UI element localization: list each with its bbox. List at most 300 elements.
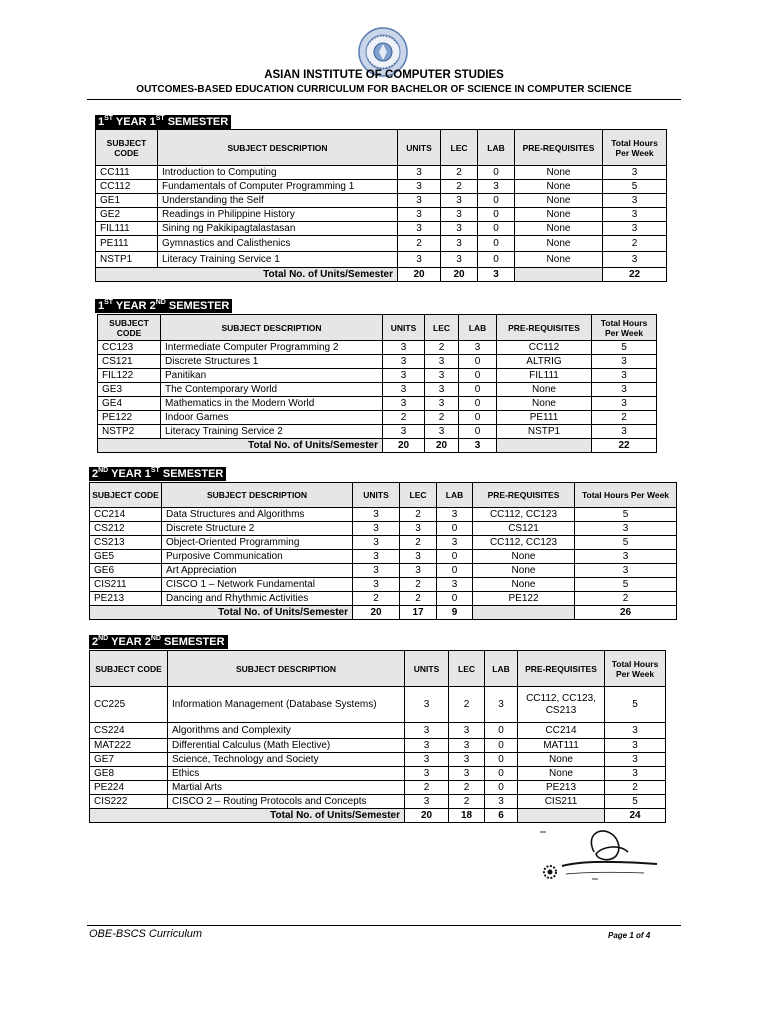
cell-hours: 2 [575, 592, 677, 606]
column-header-lec: LEC [425, 315, 459, 341]
total-hours: 22 [603, 268, 667, 282]
year-ordinal: ST [104, 299, 114, 306]
cell-prereq: None [515, 180, 603, 194]
footer-document-title: OBE-BSCS Curriculum [89, 928, 203, 940]
cell-units: 3 [353, 550, 400, 564]
cell-code: GE3 [98, 383, 161, 397]
cell-units: 3 [405, 739, 449, 753]
cell-lec: 3 [425, 383, 459, 397]
cell-lab: 0 [478, 194, 515, 208]
total-prereq-empty [518, 809, 605, 823]
cell-code: PE122 [98, 411, 161, 425]
table-row [90, 536, 677, 550]
cell-lab: 0 [459, 397, 497, 411]
total-lab: 9 [437, 606, 473, 620]
cell-prereq: CC112 [497, 341, 592, 355]
cell-lec: 3 [400, 522, 437, 536]
semester-title [89, 467, 226, 481]
cell-code: CIS222 [90, 795, 168, 809]
cell-code: GE6 [90, 564, 162, 578]
cell-code: GE4 [98, 397, 161, 411]
cell-lec: 2 [400, 508, 437, 522]
cell-code: GE7 [90, 753, 168, 767]
table-row [90, 739, 666, 753]
cell-lab: 3 [437, 536, 473, 550]
column-header-units: UNITS [405, 651, 449, 687]
cell-hours: 5 [605, 687, 666, 723]
table-row [96, 166, 667, 180]
cell-desc: Intermediate Computer Programming 2 [161, 341, 383, 355]
semester-ordinal: ND [155, 299, 166, 306]
cell-hours: 5 [603, 180, 667, 194]
cell-hours: 5 [605, 795, 666, 809]
cell-hours: 3 [603, 252, 667, 268]
cell-units: 3 [405, 753, 449, 767]
cell-prereq: PE122 [473, 592, 575, 606]
total-label: Total No. of Units/Semester [96, 268, 398, 282]
cell-prereq: None [515, 208, 603, 222]
cell-hours: 3 [605, 739, 666, 753]
cell-units: 3 [383, 355, 425, 369]
table-row [96, 180, 667, 194]
cell-lec: 3 [441, 252, 478, 268]
cell-lec: 3 [449, 767, 485, 781]
table-row [90, 723, 666, 739]
cell-lab: 3 [485, 687, 518, 723]
cell-code: GE1 [96, 194, 158, 208]
table-row [98, 397, 657, 411]
cell-hours: 3 [592, 383, 657, 397]
column-header-code: SUBJECT CODE [96, 130, 158, 166]
column-header-units: UNITS [353, 483, 400, 508]
cell-code: CC225 [90, 687, 168, 723]
year-ordinal: ND [98, 467, 109, 474]
cell-units: 3 [383, 397, 425, 411]
cell-prereq: CC112, CC123 [473, 536, 575, 550]
total-lec: 17 [400, 606, 437, 620]
cell-desc: Literacy Training Service 1 [158, 252, 398, 268]
cell-hours: 3 [605, 767, 666, 781]
cell-lec: 2 [441, 166, 478, 180]
cell-prereq: MAT111 [518, 739, 605, 753]
table-header-row [98, 315, 657, 341]
cell-code: CS121 [98, 355, 161, 369]
cell-code: PE111 [96, 236, 158, 252]
cell-lab: 0 [459, 369, 497, 383]
cell-prereq: None [515, 194, 603, 208]
cell-desc: CISCO 2 – Routing Protocols and Concepts [168, 795, 405, 809]
cell-units: 3 [398, 166, 441, 180]
column-header-units: UNITS [383, 315, 425, 341]
cell-hours: 3 [592, 369, 657, 383]
cell-lab: 0 [478, 222, 515, 236]
cell-desc: Introduction to Computing [158, 166, 398, 180]
year-word: YEAR [113, 300, 150, 312]
cell-desc: Understanding the Self [158, 194, 398, 208]
cell-code: MAT222 [90, 739, 168, 753]
cell-lab: 0 [485, 781, 518, 795]
cell-prereq: None [473, 564, 575, 578]
cell-lec: 3 [425, 369, 459, 383]
cell-prereq: CC214 [518, 723, 605, 739]
curriculum-table [97, 314, 657, 453]
cell-lab: 0 [485, 739, 518, 753]
cell-code: PE224 [90, 781, 168, 795]
table-row [90, 781, 666, 795]
cell-lec: 3 [441, 222, 478, 236]
cell-desc: Purposive Communication [162, 550, 353, 564]
table-row [90, 795, 666, 809]
cell-lab: 0 [478, 236, 515, 252]
cell-units: 3 [405, 687, 449, 723]
column-header-hours: Total Hours Per Week [603, 130, 667, 166]
table-row [98, 355, 657, 369]
cell-units: 3 [405, 767, 449, 781]
cell-desc: Fundamentals of Computer Programming 1 [158, 180, 398, 194]
table-header-row [90, 651, 666, 687]
cell-lec: 3 [441, 236, 478, 252]
semester-title [95, 115, 231, 129]
column-header-lab: LAB [485, 651, 518, 687]
total-lec: 20 [425, 439, 459, 453]
cell-desc: Object-Oriented Programming [162, 536, 353, 550]
year-word: YEAR [113, 116, 150, 128]
cell-units: 3 [353, 522, 400, 536]
column-header-prereq: PRE-REQUISITES [473, 483, 575, 508]
cell-hours: 3 [575, 550, 677, 564]
cell-hours: 3 [575, 564, 677, 578]
cell-hours: 2 [605, 781, 666, 795]
cell-prereq: CS121 [473, 522, 575, 536]
semester-word: SEMESTER [165, 300, 230, 312]
table-row [90, 753, 666, 767]
semester-word: SEMESTER [159, 468, 224, 480]
cell-prereq: None [515, 222, 603, 236]
cell-desc: The Contemporary World [161, 383, 383, 397]
year-number: 1 [98, 116, 105, 128]
cell-code: NSTP2 [98, 425, 161, 439]
cell-code: CIS211 [90, 578, 162, 592]
column-header-units: UNITS [398, 130, 441, 166]
cell-lec: 2 [400, 578, 437, 592]
cell-units: 3 [353, 508, 400, 522]
column-header-desc: SUBJECT DESCRIPTION [158, 130, 398, 166]
curriculum-table [89, 650, 666, 823]
cell-prereq: ALTRIG [497, 355, 592, 369]
total-label: Total No. of Units/Semester [98, 439, 383, 453]
cell-lab: 0 [437, 550, 473, 564]
cell-desc: Ethics [168, 767, 405, 781]
cell-lec: 3 [425, 425, 459, 439]
column-header-desc: SUBJECT DESCRIPTION [162, 483, 353, 508]
semester-ordinal: ST [150, 467, 160, 474]
column-header-lab: LAB [459, 315, 497, 341]
table-row [96, 236, 667, 252]
cell-desc: Data Structures and Algorithms [162, 508, 353, 522]
cell-lab: 3 [437, 578, 473, 592]
cell-code: FIL122 [98, 369, 161, 383]
cell-hours: 3 [605, 723, 666, 739]
table-row [98, 341, 657, 355]
table-header-row [96, 130, 667, 166]
cell-lab: 0 [459, 383, 497, 397]
cell-code: FIL111 [96, 222, 158, 236]
cell-desc: Martial Arts [168, 781, 405, 795]
semester-number: 2 [149, 300, 156, 312]
total-units: 20 [353, 606, 400, 620]
cell-lab: 0 [437, 522, 473, 536]
cell-hours: 3 [603, 222, 667, 236]
total-lab: 6 [485, 809, 518, 823]
cell-units: 3 [383, 341, 425, 355]
column-header-lec: LEC [441, 130, 478, 166]
cell-lec: 2 [400, 536, 437, 550]
cell-prereq: PE111 [497, 411, 592, 425]
cell-desc: Literacy Training Service 2 [161, 425, 383, 439]
cell-desc: Algorithms and Complexity [168, 723, 405, 739]
cell-hours: 3 [592, 355, 657, 369]
column-header-lab: LAB [437, 483, 473, 508]
column-header-hours: Total Hours Per Week [575, 483, 677, 508]
total-label: Total No. of Units/Semester [90, 809, 405, 823]
semester-number: 1 [149, 116, 156, 128]
cell-desc: Art Appreciation [162, 564, 353, 578]
table-row [96, 222, 667, 236]
cell-lec: 3 [441, 194, 478, 208]
cell-lec: 3 [449, 723, 485, 739]
cell-hours: 5 [575, 536, 677, 550]
cell-desc: Differential Calculus (Math Elective) [168, 739, 405, 753]
cell-desc: CISCO 1 – Network Fundamental [162, 578, 353, 592]
semester-word: SEMESTER [164, 116, 229, 128]
cell-prereq: None [497, 397, 592, 411]
cell-prereq: CC112, CC123, CS213 [518, 687, 605, 723]
cell-lab: 0 [485, 723, 518, 739]
column-header-hours: Total Hours Per Week [605, 651, 666, 687]
cell-lab: 0 [478, 166, 515, 180]
year-ordinal: ND [98, 635, 109, 642]
column-header-lec: LEC [400, 483, 437, 508]
total-lab: 3 [478, 268, 515, 282]
table-row [90, 592, 677, 606]
total-hours: 26 [575, 606, 677, 620]
cell-desc: Indoor Games [161, 411, 383, 425]
cell-code: PE213 [90, 592, 162, 606]
semester-word: SEMESTER [160, 636, 225, 648]
cell-lec: 2 [449, 687, 485, 723]
cell-lec: 2 [449, 781, 485, 795]
cell-lab: 0 [437, 592, 473, 606]
table-row [98, 425, 657, 439]
cell-hours: 5 [575, 578, 677, 592]
column-header-lec: LEC [449, 651, 485, 687]
cell-lab: 0 [437, 564, 473, 578]
cell-hours: 3 [603, 194, 667, 208]
cell-lab: 0 [459, 355, 497, 369]
table-row [98, 383, 657, 397]
cell-lec: 3 [400, 550, 437, 564]
table-row [98, 411, 657, 425]
cell-lec: 3 [449, 739, 485, 753]
table-row [90, 564, 677, 578]
cell-desc: Dancing and Rhythmic Activities [162, 592, 353, 606]
cell-code: GE8 [90, 767, 168, 781]
cell-units: 3 [383, 383, 425, 397]
cell-units: 2 [398, 236, 441, 252]
table-row [90, 767, 666, 781]
total-lec: 18 [449, 809, 485, 823]
cell-prereq: PE213 [518, 781, 605, 795]
year-ordinal: ST [104, 115, 114, 122]
footer-page-number: Page 1 of 4 [608, 931, 651, 940]
cell-lec: 3 [425, 355, 459, 369]
total-units: 20 [405, 809, 449, 823]
institution-name: ASIAN INSTITUTE OF COMPUTER STUDIES [264, 69, 504, 81]
cell-hours: 3 [592, 397, 657, 411]
cell-units: 3 [353, 536, 400, 550]
cell-hours: 3 [605, 753, 666, 767]
cell-prereq: NSTP1 [497, 425, 592, 439]
total-prereq-empty [497, 439, 592, 453]
total-prereq-empty [473, 606, 575, 620]
cell-lec: 3 [400, 564, 437, 578]
cell-units: 3 [405, 795, 449, 809]
total-row [96, 268, 667, 282]
cell-lab: 3 [478, 180, 515, 194]
cell-hours: 3 [592, 425, 657, 439]
curriculum-title: OUTCOMES-BASED EDUCATION CURRICULUM FOR BACHELOR OF SCIENCE IN COMPUTER SCIENCE [136, 84, 632, 95]
total-prereq-empty [515, 268, 603, 282]
table-row [90, 578, 677, 592]
cell-units: 3 [405, 723, 449, 739]
cell-units: 3 [398, 180, 441, 194]
cell-lab: 0 [459, 425, 497, 439]
cell-lec: 3 [425, 397, 459, 411]
cell-lab: 0 [478, 208, 515, 222]
total-lec: 20 [441, 268, 478, 282]
cell-prereq: None [473, 578, 575, 592]
column-header-prereq: PRE-REQUISITES [515, 130, 603, 166]
cell-prereq: None [473, 550, 575, 564]
cell-lec: 3 [441, 208, 478, 222]
cell-units: 3 [383, 425, 425, 439]
table-row [96, 252, 667, 268]
table-row [90, 550, 677, 564]
total-row [98, 439, 657, 453]
cell-code: CC123 [98, 341, 161, 355]
cell-hours: 5 [592, 341, 657, 355]
cell-hours: 2 [592, 411, 657, 425]
cell-code: CC112 [96, 180, 158, 194]
cell-lec: 2 [441, 180, 478, 194]
column-header-prereq: PRE-REQUISITES [497, 315, 592, 341]
cell-lec: 2 [400, 592, 437, 606]
cell-hours: 2 [603, 236, 667, 252]
cell-lab: 0 [459, 411, 497, 425]
semester-number: 1 [144, 468, 151, 480]
cell-desc: Information Management (Database Systems) [168, 687, 405, 723]
footer-divider [87, 925, 681, 926]
semester-ordinal: ND [150, 635, 161, 642]
year-number: 2 [92, 468, 99, 480]
year-word: YEAR [108, 468, 145, 480]
cell-prereq: None [518, 767, 605, 781]
cell-desc: Discrete Structure 2 [162, 522, 353, 536]
cell-units: 3 [398, 194, 441, 208]
cell-code: CC111 [96, 166, 158, 180]
cell-lec: 2 [425, 411, 459, 425]
cell-code: CC214 [90, 508, 162, 522]
semester-ordinal: ST [155, 115, 165, 122]
cell-desc: Sining ng Pakikipagtalastasan [158, 222, 398, 236]
cell-desc: Panitikan [161, 369, 383, 383]
column-header-lab: LAB [478, 130, 515, 166]
cell-lab: 3 [437, 508, 473, 522]
table-row [96, 194, 667, 208]
column-header-code: SUBJECT CODE [98, 315, 161, 341]
table-header-row [90, 483, 677, 508]
total-units: 20 [398, 268, 441, 282]
table-row [98, 369, 657, 383]
cell-units: 3 [383, 369, 425, 383]
column-header-code: SUBJECT CODE [90, 483, 162, 508]
total-row [90, 606, 677, 620]
cell-lab: 0 [485, 767, 518, 781]
cell-code: CS212 [90, 522, 162, 536]
cell-code: NSTP1 [96, 252, 158, 268]
cell-code: CS224 [90, 723, 168, 739]
cell-desc: Mathematics in the Modern World [161, 397, 383, 411]
total-label: Total No. of Units/Semester [90, 606, 353, 620]
year-number: 1 [98, 300, 105, 312]
header-divider [87, 99, 681, 100]
cell-units: 2 [405, 781, 449, 795]
cell-code: CS213 [90, 536, 162, 550]
cell-prereq: None [515, 166, 603, 180]
cell-units: 3 [398, 208, 441, 222]
cell-code: GE2 [96, 208, 158, 222]
year-word: YEAR [108, 636, 145, 648]
cell-hours: 5 [575, 508, 677, 522]
curriculum-table [89, 482, 677, 620]
table-row [90, 508, 677, 522]
cell-code: GE5 [90, 550, 162, 564]
cell-hours: 3 [603, 166, 667, 180]
semester-number: 2 [144, 636, 151, 648]
total-hours: 22 [592, 439, 657, 453]
curriculum-table [95, 129, 667, 282]
cell-prereq: CC112, CC123 [473, 508, 575, 522]
column-header-hours: Total Hours Per Week [592, 315, 657, 341]
cell-lec: 2 [449, 795, 485, 809]
cell-lab: 3 [459, 341, 497, 355]
total-units: 20 [383, 439, 425, 453]
signature-image [532, 826, 662, 880]
cell-hours: 3 [575, 522, 677, 536]
cell-units: 3 [398, 252, 441, 268]
column-header-desc: SUBJECT DESCRIPTION [168, 651, 405, 687]
semester-title [95, 299, 232, 313]
cell-lab: 0 [478, 252, 515, 268]
total-lab: 3 [459, 439, 497, 453]
cell-units: 3 [353, 578, 400, 592]
cell-units: 2 [353, 592, 400, 606]
cell-prereq: None [497, 383, 592, 397]
cell-lec: 2 [425, 341, 459, 355]
cell-desc: Gymnastics and Calisthenics [158, 236, 398, 252]
cell-desc: Readings in Philippine History [158, 208, 398, 222]
cell-prereq: None [515, 252, 603, 268]
